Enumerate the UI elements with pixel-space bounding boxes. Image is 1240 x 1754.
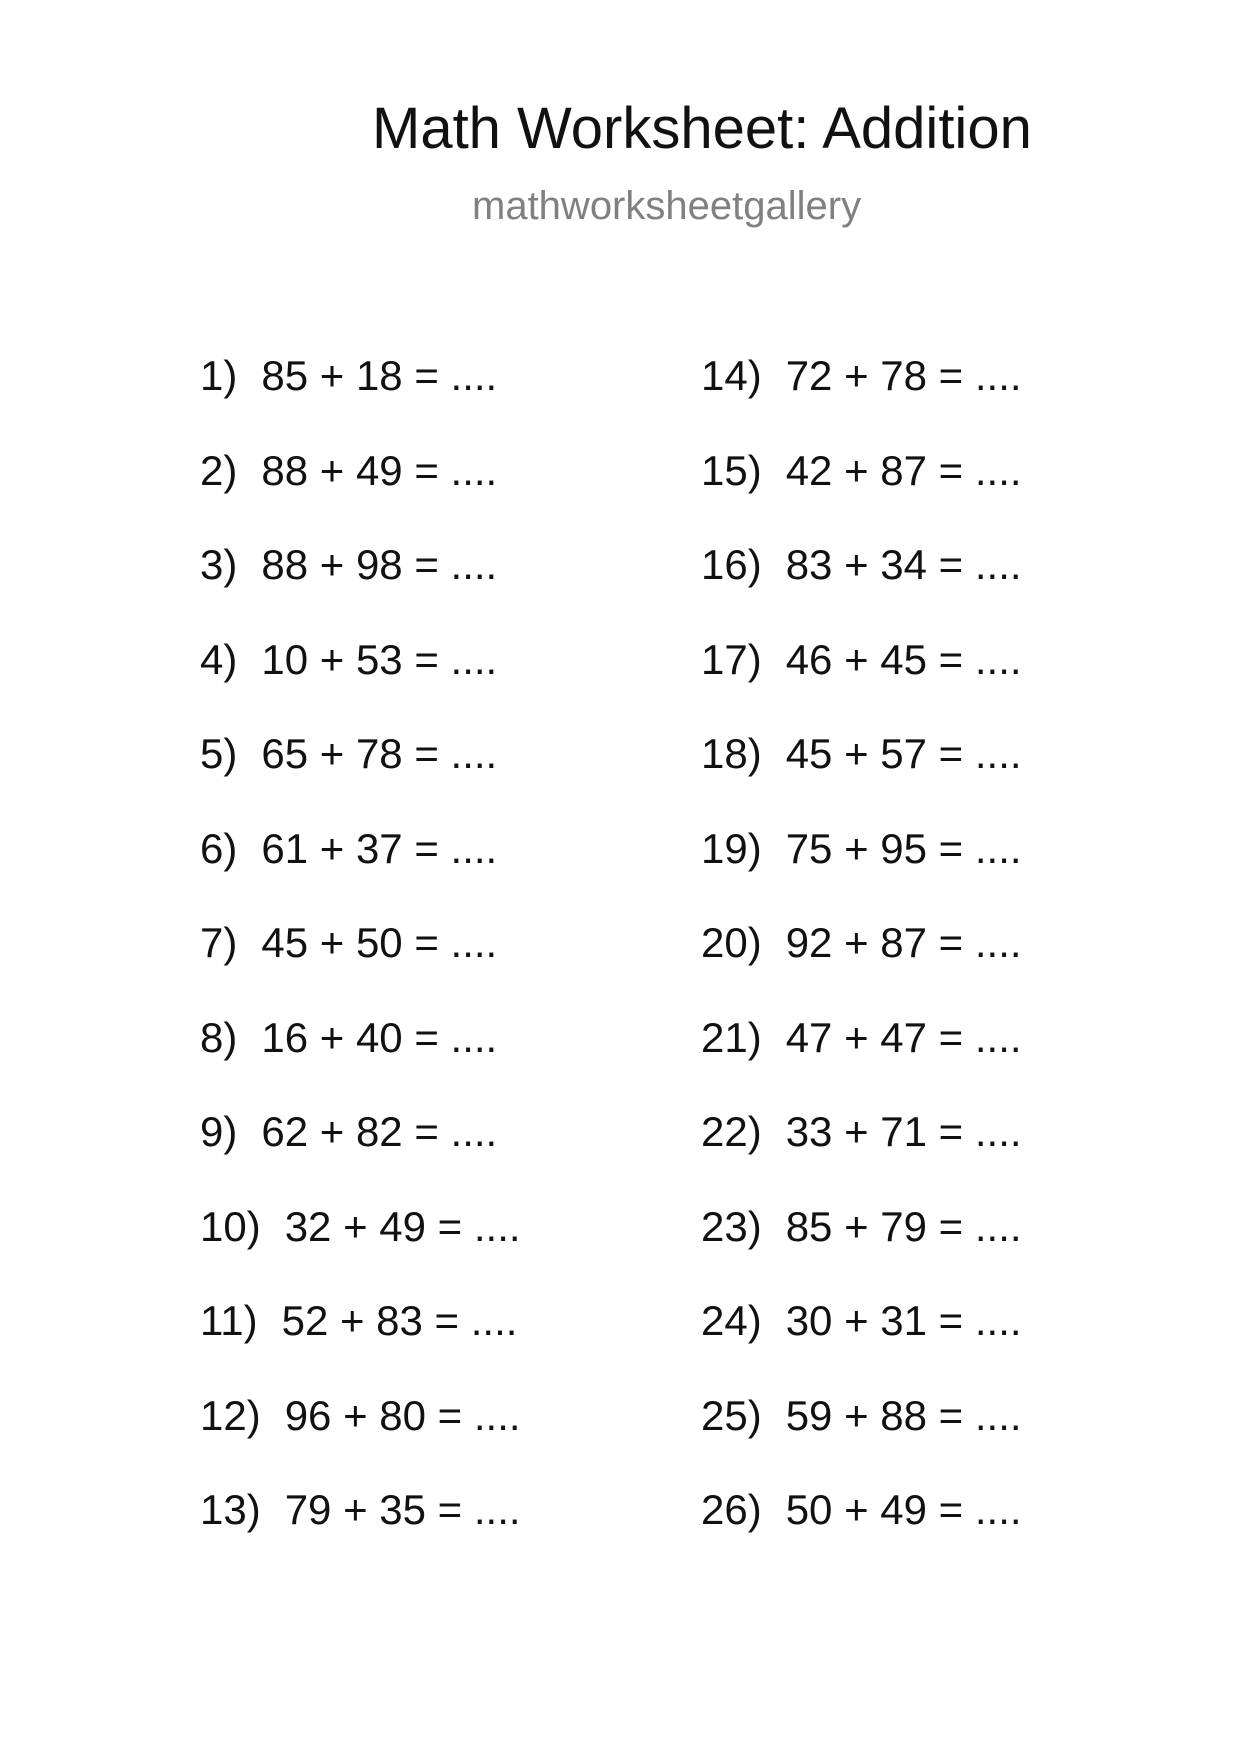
problem-number: 7) [200, 919, 238, 966]
problem-item [701, 1013, 1022, 1061]
problem-number: 5) [200, 730, 238, 777]
problem-expression: 75 + 95 = .... [785, 824, 1022, 872]
problem-number: 10) [200, 1202, 261, 1250]
problem-expression: 88 + 98 = .... [261, 541, 498, 588]
problem-number: 6) [200, 824, 238, 872]
problem-expression: 65 + 78 = .... [261, 730, 498, 777]
problem-item [701, 1486, 1022, 1533]
problem-number: 12) [200, 1391, 261, 1439]
problem-item [200, 541, 498, 588]
problem-expression: 47 + 47 = .... [785, 1013, 1022, 1061]
problem-expression: 88 + 49 = .... [261, 446, 498, 494]
problem-expression: 61 + 37 = .... [261, 824, 498, 872]
problem-item [701, 730, 1022, 777]
problem-expression: 16 + 40 = .... [261, 1013, 498, 1061]
problem-number: 3) [200, 541, 238, 588]
problem-item [701, 1297, 1022, 1344]
problem-item [701, 919, 1022, 966]
problem-item [200, 1108, 498, 1155]
problem-item [701, 541, 1022, 588]
problem-item [200, 446, 498, 494]
problem-number: 15) [701, 446, 762, 494]
problem-item [701, 446, 1022, 494]
problem-item [200, 1013, 498, 1061]
problem-number: 24) [701, 1297, 762, 1344]
problem-number: 23) [701, 1202, 762, 1250]
problem-item [200, 919, 498, 966]
problem-item [701, 1391, 1022, 1439]
problem-number: 22) [701, 1108, 762, 1155]
problem-number: 9) [200, 1108, 238, 1155]
problem-expression: 79 + 35 = .... [284, 1486, 521, 1533]
problem-item [701, 635, 1022, 683]
problem-expression: 72 + 78 = .... [785, 352, 1022, 399]
problem-expression: 85 + 18 = .... [261, 352, 498, 399]
problem-item [200, 1391, 521, 1439]
problem-number: 25) [701, 1391, 762, 1439]
problem-item [200, 824, 498, 872]
problem-expression: 46 + 45 = .... [785, 635, 1022, 683]
problem-item [200, 635, 498, 683]
problem-number: 19) [701, 824, 762, 872]
problem-number: 13) [200, 1486, 261, 1533]
problem-expression: 42 + 87 = .... [785, 446, 1022, 494]
problem-item [200, 1297, 518, 1344]
problem-expression: 30 + 31 = .... [785, 1297, 1022, 1344]
worksheet-title: Math Worksheet: Addition [372, 96, 1032, 161]
problem-expression: 59 + 88 = .... [785, 1391, 1022, 1439]
problem-item [701, 824, 1022, 872]
problem-expression: 45 + 50 = .... [261, 919, 498, 966]
problem-number: 20) [701, 919, 762, 966]
problem-number: 2) [200, 446, 238, 494]
problem-number: 14) [701, 352, 762, 399]
problem-expression: 85 + 79 = .... [785, 1202, 1022, 1250]
problem-number: 18) [701, 730, 762, 777]
problem-number: 11) [200, 1297, 258, 1344]
problem-number: 8) [200, 1013, 238, 1061]
problem-expression: 96 + 80 = .... [284, 1391, 521, 1439]
problem-expression: 45 + 57 = .... [785, 730, 1022, 777]
problem-expression: 33 + 71 = .... [785, 1108, 1022, 1155]
problem-item [200, 730, 498, 777]
problem-expression: 83 + 34 = .... [785, 541, 1022, 588]
problem-number: 16) [701, 541, 762, 588]
problem-expression: 92 + 87 = .... [785, 919, 1022, 966]
problem-number: 17) [701, 635, 762, 683]
problem-number: 21) [701, 1013, 762, 1061]
problem-expression: 52 + 83 = .... [281, 1297, 518, 1344]
problem-item [701, 1202, 1022, 1250]
problem-expression: 10 + 53 = .... [261, 635, 498, 683]
problem-expression: 32 + 49 = .... [284, 1202, 521, 1250]
worksheet-source: mathworksheetgallery [472, 184, 862, 228]
problem-expression: 62 + 82 = .... [261, 1108, 498, 1155]
problem-item [701, 1108, 1022, 1155]
problem-item [200, 1486, 521, 1533]
problem-number: 4) [200, 635, 238, 683]
problem-item [701, 352, 1022, 399]
problem-item [200, 352, 498, 399]
problem-item [200, 1202, 521, 1250]
problem-expression: 50 + 49 = .... [785, 1486, 1022, 1533]
problem-number: 26) [701, 1486, 762, 1533]
problem-number: 1) [200, 352, 238, 399]
